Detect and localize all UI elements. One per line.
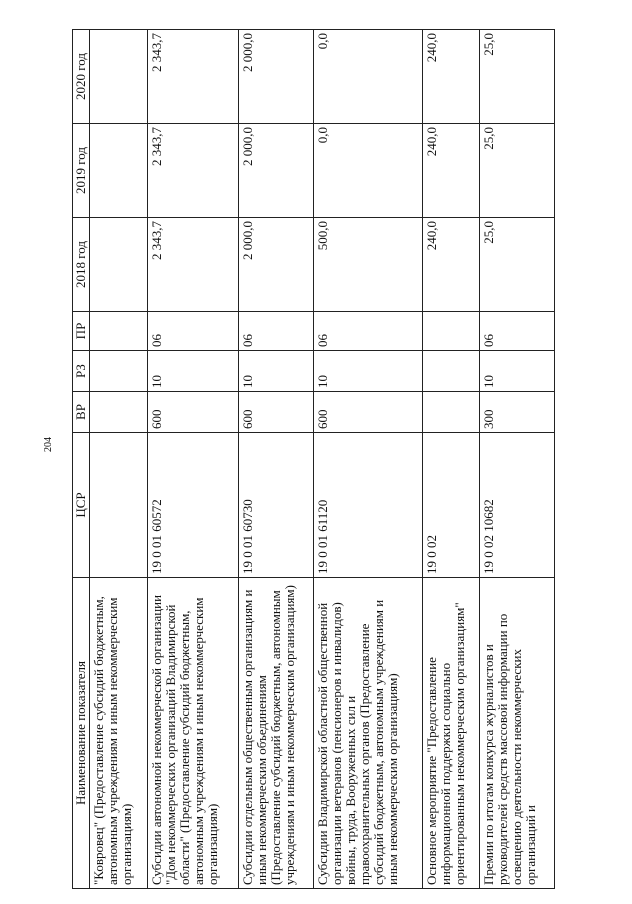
table-row: [147, 30, 239, 889]
row-pr: 06: [313, 312, 422, 351]
row-csr: 19 0 01 60572: [147, 433, 239, 578]
header-rz: РЗ: [73, 351, 90, 392]
row-2020: 0,0: [313, 30, 422, 124]
budget-table: [72, 29, 555, 889]
row-pr: [90, 312, 148, 351]
row-pr: [422, 312, 480, 351]
row-2018: 2 000,0: [239, 218, 314, 312]
page-number: 204: [43, 437, 54, 452]
row-2020: [90, 30, 148, 124]
table-row: [313, 30, 422, 889]
row-csr: 19 0 02: [422, 433, 480, 578]
row-name: Премии по итогам конкурса журналистов и руководителей средств массовой информации по освещению деятельности некоммерческих организаций и: [480, 578, 555, 889]
row-2020: 240,0: [422, 30, 480, 124]
row-vr: 600: [313, 392, 422, 433]
header-name: Наименование показателя: [73, 578, 90, 889]
row-2020: 2 000,0: [239, 30, 314, 124]
row-2019: 0,0: [313, 124, 422, 218]
table-row: [422, 30, 480, 889]
table-row: [90, 30, 148, 889]
row-2018: [90, 218, 148, 312]
row-2019: 240,0: [422, 124, 480, 218]
header-2018: 2018 год: [73, 218, 90, 312]
row-rz: [90, 351, 148, 392]
row-name: Субсидии отдельным общественным организациям и иным некоммерческим объединениям (Предоставление субсидий бюджетным, автономным учреждениям и иным некоммерческим организациям): [239, 578, 314, 889]
row-vr: 600: [147, 392, 239, 433]
row-vr: [422, 392, 480, 433]
row-2018: 2 343,7: [147, 218, 239, 312]
header-vr: ВР: [73, 392, 90, 433]
row-rz: 10: [480, 351, 555, 392]
row-name: Субсидии Владимирской областной общественной организации ветеранов (пенсионеров и инвалидов) войны, труда, Вооруженных сил и правоохранительных органов (Предоставление субсидий бюджетным, автономным учреждениям и иным некоммерческим организациям): [313, 578, 422, 889]
row-2019: 25,0: [480, 124, 555, 218]
row-2020: 25,0: [480, 30, 555, 124]
header-pr: ПР: [73, 312, 90, 351]
row-pr: 06: [480, 312, 555, 351]
row-rz: 10: [147, 351, 239, 392]
header-csr: ЦСР: [73, 433, 90, 578]
table-row: [480, 30, 555, 889]
row-2019: [90, 124, 148, 218]
row-2018: 240,0: [422, 218, 480, 312]
row-2018: 25,0: [480, 218, 555, 312]
table-header-row: [73, 30, 90, 889]
row-vr: [90, 392, 148, 433]
row-rz: [422, 351, 480, 392]
row-name: Субсидии автономной некоммерческой организации "Дом некоммерческих организаций Владимирской области" (Предоставление субсидий бюджетным, автономным учреждениям и иным некоммерческим организациям): [147, 578, 239, 889]
row-rz: 10: [239, 351, 314, 392]
rotated-table-sheet: [72, 33, 555, 889]
row-pr: 06: [239, 312, 314, 351]
row-2018: 500,0: [313, 218, 422, 312]
row-2020: 2 343,7: [147, 30, 239, 124]
row-csr: 19 0 01 60730: [239, 433, 314, 578]
row-name: Основное мероприятие "Предоставление информационной поддержки социально ориентированным некоммерческим организациям": [422, 578, 480, 889]
header-2020: 2020 год: [73, 30, 90, 124]
row-csr: 19 0 01 61120: [313, 433, 422, 578]
row-2019: 2 343,7: [147, 124, 239, 218]
table-row: [239, 30, 314, 889]
row-vr: 300: [480, 392, 555, 433]
row-csr: [90, 433, 148, 578]
header-2019: 2019 год: [73, 124, 90, 218]
row-name: "Ковровец" (Предоставление субсидий бюджетным, автономным учреждениям и иным некоммерческим организациям): [90, 578, 148, 889]
row-csr: 19 0 02 10682: [480, 433, 555, 578]
row-rz: 10: [313, 351, 422, 392]
row-pr: 06: [147, 312, 239, 351]
row-2019: 2 000,0: [239, 124, 314, 218]
row-vr: 600: [239, 392, 314, 433]
